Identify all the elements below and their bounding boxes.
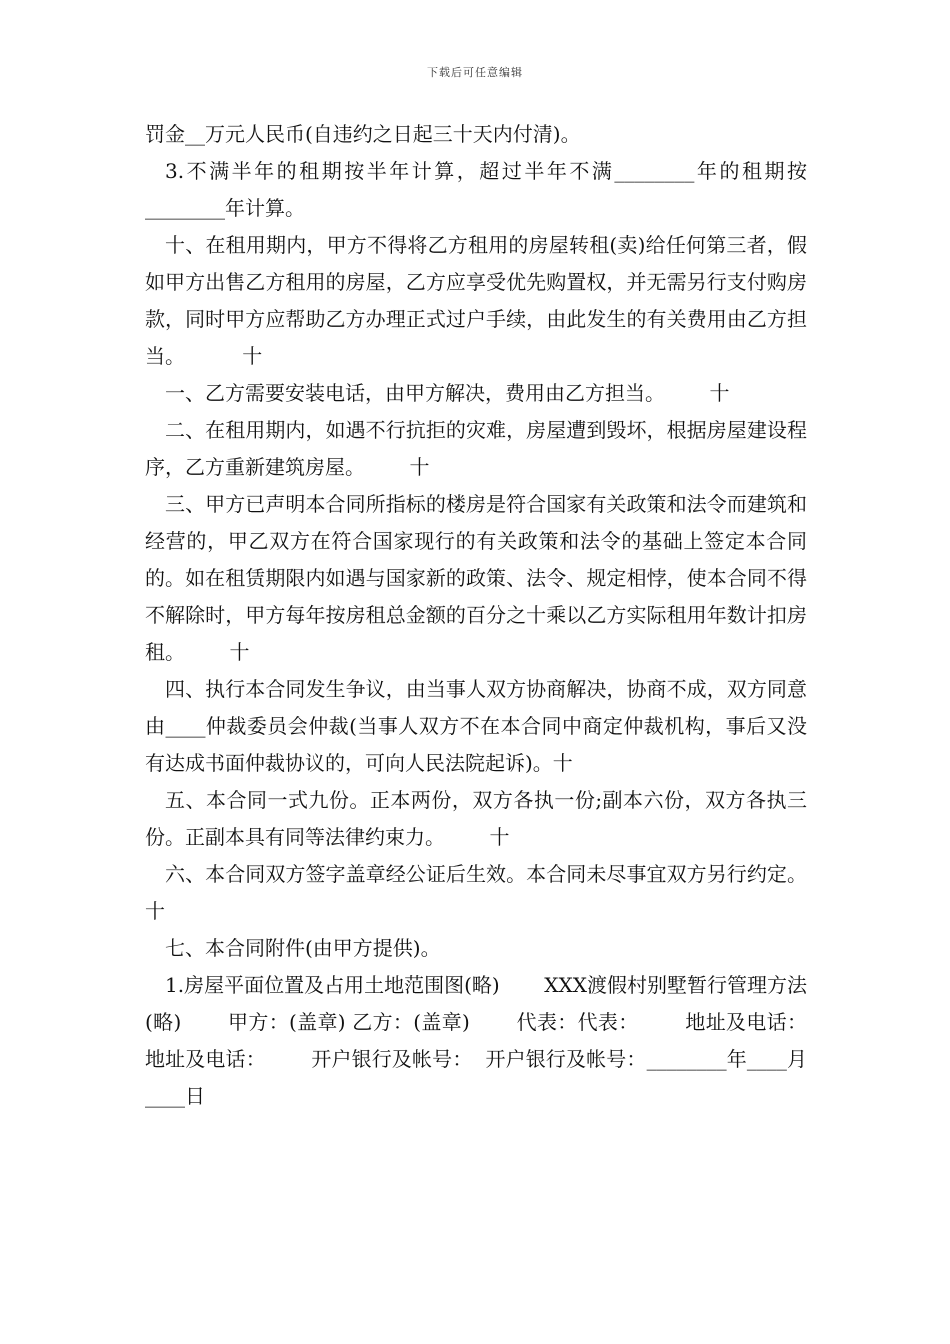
paragraph-article-17: 七、本合同附件(由甲方提供)。: [165, 936, 441, 960]
paragraph-article-14: 四、执行本合同发生争议，由当事人双方协商解决，协商不成，双方同意由____仲裁委员会仲裁(当事人双方不在本合同中商定仲裁机构，事后又没有达成书面仲裁协议的，可向人民法院起诉)。十: [145, 677, 807, 775]
paragraph-article-16: 六、本合同双方签字盖章经公证后生效。本合同未尽事宜双方另行约定。 十: [145, 862, 852, 923]
paragraph-article-11: 一、乙方需要安装电话，由甲方解决，费用由乙方担当。 十: [165, 381, 730, 405]
paragraph-article-15: 五、本合同一式九份。正本两份，双方各执一份;副本六份，双方各执三份。正副本具有同等法律约束力。 十: [145, 788, 807, 849]
paragraph-article-13: 三、甲方已声明本合同所指标的楼房是符合国家有关政策和法令而建筑和经营的，甲乙双方在符合国家现行的有关政策和法令的基础上签定本合同的。如在租赁期限内如遇与国家新的政策、法令、规定相悖，使本合同不得不解除时，甲方每年按房租总金额的百分之十乘以乙方实际租用年数计扣房租。 十: [145, 492, 807, 664]
paragraph-article-10: 十、在租用期内，甲方不得将乙方租用的房屋转租(卖)给任何第三者，假如甲方出售乙方租用的房屋，乙方应享受优先购置权，并无需另行支付购房款，同时甲方应帮助乙方办理正式过户手续，由此发生的有关费用由乙方担当。 十: [145, 233, 807, 368]
paragraph-attachments-signature: 1.房屋平面位置及占用土地范围图(略) XXX渡假村别墅暂行管理方法(略) 甲方：(盖章) 乙方：(盖章) 代表：代表： 地址及电话： 地址及电话： 开户银行及帐号： 开户银行及帐号：________年____月____日: [145, 973, 820, 1108]
page-header: 下载后可任意编辑: [427, 66, 523, 79]
paragraph-clause-3: 3.不满半年的租期按半年计算，超过半年不满________年的租期按________年计算。: [145, 159, 807, 220]
paragraph-penalty: 罚金__万元人民币(自违约之日起三十天内付清)。: [145, 122, 581, 146]
document-body: [145, 116, 852, 1115]
paragraph-article-12: 二、在租用期内，如遇不行抗拒的灾难，房屋遭到毁坏，根据房屋建设程序，乙方重新建筑房屋。 十: [145, 418, 807, 479]
